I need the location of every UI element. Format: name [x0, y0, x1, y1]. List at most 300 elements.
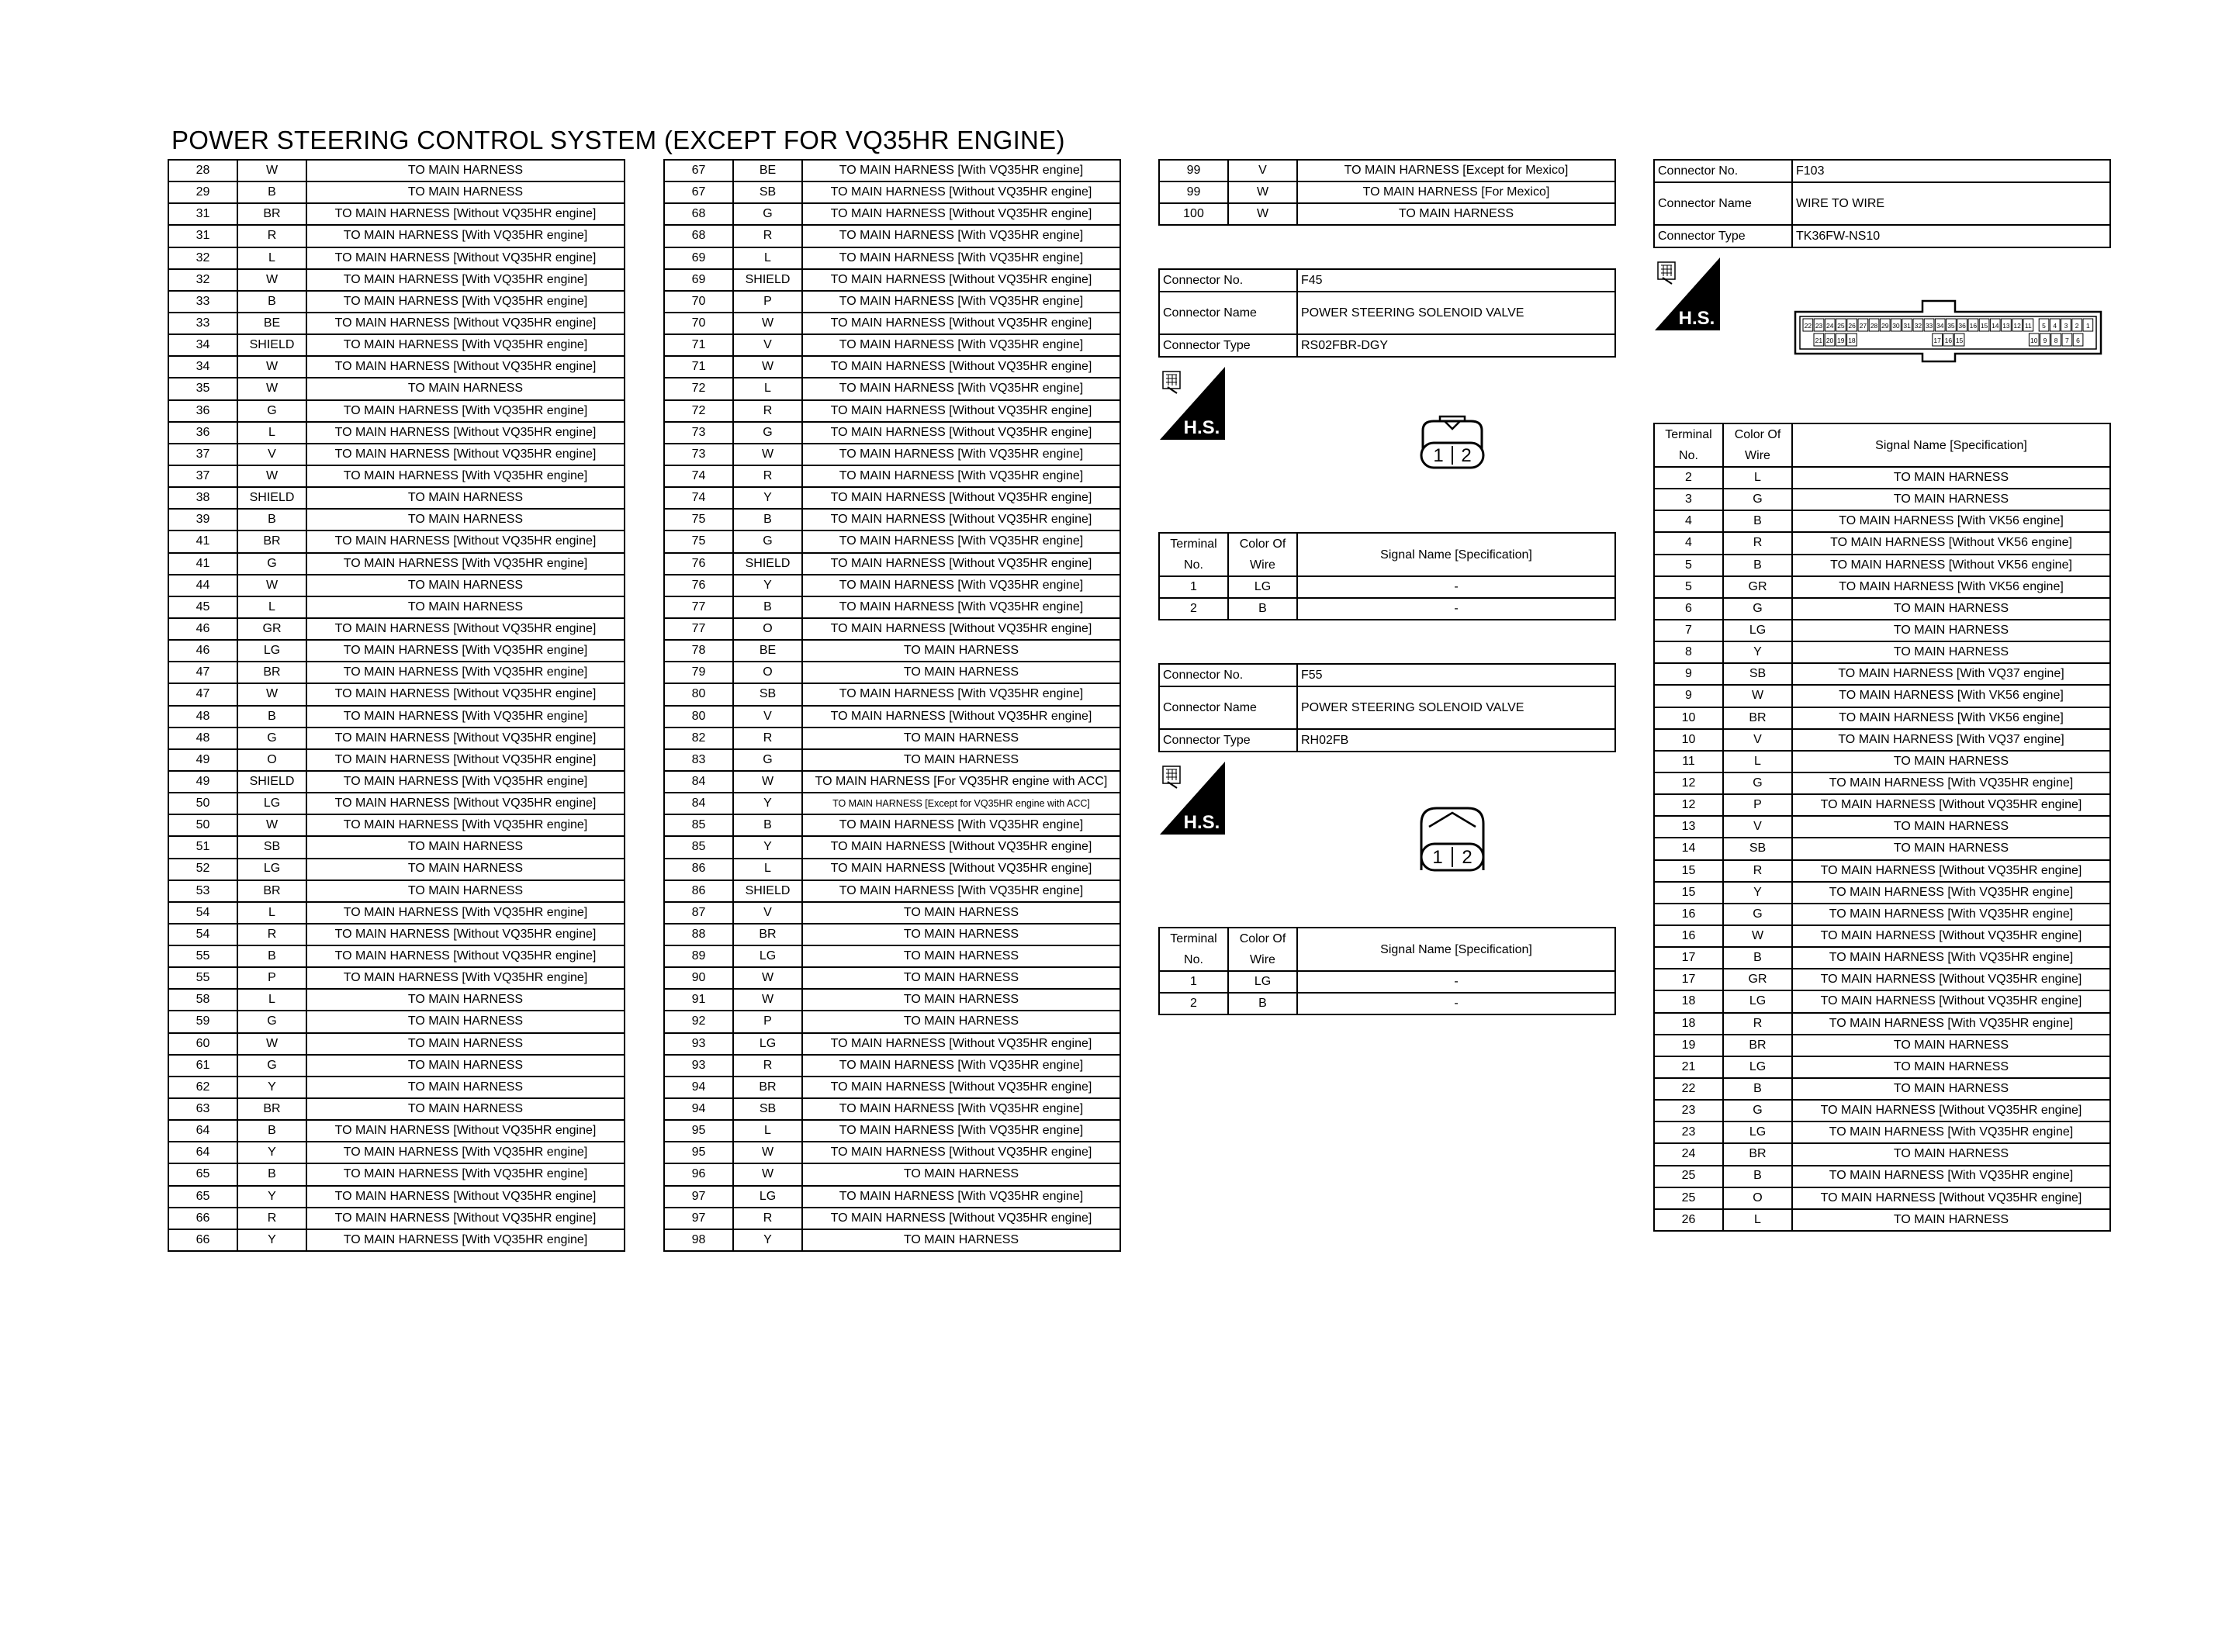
terminal-no-cell: 69 — [664, 269, 733, 291]
wire-color-cell: L — [733, 247, 802, 269]
terminal-no-cell: 91 — [664, 989, 733, 1011]
svg-text:2: 2 — [1462, 847, 1472, 868]
signal-name-cell: TO MAIN HARNESS [Except for VQ35HR engine with ACC] — [802, 793, 1120, 814]
signal-name-cell: TO MAIN HARNESS [With VQ35HR engine] — [802, 1186, 1120, 1208]
table-row — [664, 181, 1120, 203]
terminal-no-cell: 48 — [168, 728, 237, 749]
table-row — [664, 313, 1120, 334]
table-row — [1654, 489, 2110, 510]
signal-name-cell: TO MAIN HARNESS [With VK56 engine] — [1792, 576, 2110, 598]
pinout-table-2-body — [664, 160, 1120, 1251]
wire-color-cell: LG — [1723, 1056, 1792, 1078]
connector-type-value: RH02FB — [1297, 729, 1615, 752]
signal-name-cell: TO MAIN HARNESS [With VQ35HR engine] — [1792, 772, 2110, 794]
signal-name-cell: TO MAIN HARNESS — [802, 902, 1120, 924]
wire-color-cell: B — [237, 1163, 306, 1185]
terminal-no-cell: 39 — [168, 509, 237, 531]
signal-name-cell: TO MAIN HARNESS [With VQ37 engine] — [1792, 663, 2110, 685]
table-row — [664, 531, 1120, 552]
signal-name-cell: TO MAIN HARNESS [Without VQ35HR engine] — [802, 400, 1120, 422]
wire-color-cell: BE — [237, 313, 306, 334]
table-row — [168, 444, 625, 465]
signal-name-cell: TO MAIN HARNESS — [802, 1163, 1120, 1185]
terminal-no-cell: 92 — [664, 1011, 733, 1032]
wire-color-cell: V — [1228, 160, 1297, 181]
signal-name-cell: TO MAIN HARNESS — [306, 1011, 625, 1032]
wire-color-cell: SB — [733, 1098, 802, 1120]
table-row — [664, 1229, 1120, 1251]
table-row — [1159, 160, 1615, 181]
wire-color-cell: G — [237, 400, 306, 422]
wire-color-cell: BE — [733, 640, 802, 662]
signal-name-cell: TO MAIN HARNESS — [1792, 489, 2110, 510]
signal-name-cell: TO MAIN HARNESS [With VQ35HR engine] — [1792, 1166, 2110, 1187]
terminal-no-cell: 61 — [168, 1055, 237, 1077]
table-row — [664, 1098, 1120, 1120]
pin-number-label: 16 — [1944, 337, 1953, 344]
signal-name-cell: TO MAIN HARNESS [Without VQ35HR engine] — [802, 1033, 1120, 1055]
pin-number-label: 3 — [2064, 322, 2068, 330]
signal-name-cell: TO MAIN HARNESS [With VK56 engine] — [1792, 510, 2110, 532]
table-row — [664, 683, 1120, 705]
table-row — [1654, 816, 2110, 838]
wire-color-cell: B — [1723, 1166, 1792, 1187]
wire-color-cell: R — [733, 1208, 802, 1229]
wire-color-cell: LG — [237, 859, 306, 880]
signal-name-cell: TO MAIN HARNESS [With VQ35HR engine] — [306, 225, 625, 247]
svg-text:2: 2 — [1461, 445, 1472, 466]
table-row — [1654, 794, 2110, 816]
signal-name-cell: TO MAIN HARNESS [Without VQ35HR engine] — [802, 859, 1120, 880]
table-row — [168, 269, 625, 291]
wire-color-cell: G — [1723, 489, 1792, 510]
wire-color-cell: B — [1228, 598, 1297, 620]
terminal-no-cell: 76 — [664, 575, 733, 596]
terminal-no-cell: 34 — [168, 334, 237, 356]
wire-color-cell: G — [237, 1055, 306, 1077]
signal-name-cell: TO MAIN HARNESS [With VQ35HR engine] — [802, 465, 1120, 487]
signal-name-cell: TO MAIN HARNESS [With VQ35HR engine] — [802, 596, 1120, 618]
table-row — [1159, 598, 1615, 620]
wire-color-cell: W — [733, 356, 802, 378]
table-row — [664, 706, 1120, 728]
terminal-no-cell: 8 — [1654, 641, 1723, 663]
terminal-no-cell: 75 — [664, 531, 733, 552]
table-row — [664, 749, 1120, 771]
terminal-no-cell: 28 — [168, 160, 237, 181]
table-row — [1654, 1035, 2110, 1056]
pin-number-label: 2 — [2075, 322, 2079, 330]
table-row — [664, 945, 1120, 967]
wire-color-cell: P — [733, 291, 802, 313]
terminal-no-cell: 38 — [168, 487, 237, 509]
wire-color-cell: Y — [1723, 882, 1792, 904]
wire-color-cell: BR — [1723, 1143, 1792, 1165]
table-row — [168, 422, 625, 444]
table-row — [664, 902, 1120, 924]
table-row — [1654, 1100, 2110, 1121]
terminal-no-cell: 7 — [1654, 620, 1723, 641]
table-row — [664, 1142, 1120, 1163]
terminal-no-cell: 71 — [664, 334, 733, 356]
signal-name-cell: TO MAIN HARNESS [With VQ35HR engine] — [802, 334, 1120, 356]
pin-number-label: 23 — [1815, 322, 1823, 330]
terminal-no-cell: 49 — [168, 771, 237, 793]
wire-color-cell: Y — [733, 487, 802, 509]
signal-name-cell: TO MAIN HARNESS — [1792, 467, 2110, 489]
terminal-no-cell: 25 — [1654, 1166, 1723, 1187]
terminal-no-cell: 72 — [664, 400, 733, 422]
table-row — [1654, 598, 2110, 620]
table-row — [1654, 532, 2110, 554]
terminal-no-cell: 77 — [664, 618, 733, 640]
table-row — [664, 640, 1120, 662]
signal-name-cell: TO MAIN HARNESS — [1792, 641, 2110, 663]
signal-name-cell: TO MAIN HARNESS [Without VQ35HR engine] — [306, 749, 625, 771]
table-row — [664, 487, 1120, 509]
wire-color-cell: LG — [733, 1186, 802, 1208]
terminal-no-cell: 90 — [664, 967, 733, 989]
wire-color-cell: G — [1723, 904, 1792, 925]
terminal-no-cell: 5 — [1654, 555, 1723, 576]
wire-color-cell: P — [237, 967, 306, 989]
terminal-no-cell: 94 — [664, 1098, 733, 1120]
table-row — [1159, 203, 1615, 225]
signal-name-cell: TO MAIN HARNESS [With VQ35HR engine] — [1792, 1121, 2110, 1143]
pin-number-label: 5 — [2042, 322, 2046, 330]
table-row — [168, 1055, 625, 1077]
signal-name-cell: TO MAIN HARNESS [Without VQ35HR engine] — [802, 422, 1120, 444]
f103-terminal-table — [1653, 423, 2111, 1232]
table-row — [168, 662, 625, 683]
signal-name-cell: TO MAIN HARNESS [With VQ35HR engine] — [802, 247, 1120, 269]
terminal-no-cell: 9 — [1654, 685, 1723, 707]
svg-text:H.S.: H.S. — [1183, 812, 1220, 833]
table-row — [1654, 663, 2110, 685]
terminal-no-cell: 2 — [1654, 467, 1723, 489]
wire-color-cell: SHIELD — [237, 334, 306, 356]
terminal-no-cell: 23 — [1654, 1100, 1723, 1121]
table-row — [168, 1208, 625, 1229]
terminal-no-cell: 88 — [664, 924, 733, 945]
terminal-no-header: Terminal No. — [1159, 928, 1228, 971]
wire-color-cell: L — [237, 247, 306, 269]
table-row — [1654, 772, 2110, 794]
pin-number-label: 33 — [1925, 322, 1933, 330]
connector-no-label: Connector No. — [1159, 269, 1297, 292]
wire-color-cell: W — [237, 378, 306, 399]
pin-number-label: 29 — [1881, 322, 1889, 330]
wire-color-cell: Y — [237, 1229, 306, 1251]
signal-name-cell: TO MAIN HARNESS [With VQ37 engine] — [1792, 729, 2110, 751]
terminal-no-cell: 66 — [168, 1229, 237, 1251]
harness-side-icon — [1655, 257, 1720, 330]
table-row — [664, 814, 1120, 836]
terminal-no-cell: 47 — [168, 683, 237, 705]
signal-name-cell: TO MAIN HARNESS — [802, 1011, 1120, 1032]
terminal-no-cell: 24 — [1654, 1143, 1723, 1165]
signal-header: Signal Name [Specification] — [1297, 533, 1615, 576]
signal-name-cell: TO MAIN HARNESS [With VQ35HR engine] — [802, 225, 1120, 247]
pin-number-label: 24 — [1826, 322, 1834, 330]
pin-number-label: 30 — [1892, 322, 1900, 330]
terminal-no-cell: 59 — [168, 1011, 237, 1032]
terminal-no-cell: 41 — [168, 553, 237, 575]
terminal-no-cell: 55 — [168, 967, 237, 989]
table-row — [664, 422, 1120, 444]
wire-color-cell: Y — [733, 575, 802, 596]
table-row — [168, 640, 625, 662]
pin-number-label: 35 — [1947, 322, 1955, 330]
terminal-no-cell: 9 — [1654, 663, 1723, 685]
svg-text:H.S.: H.S. — [1678, 308, 1715, 329]
table-row — [1654, 729, 2110, 751]
table-row — [168, 989, 625, 1011]
wire-color-cell: G — [1723, 1100, 1792, 1121]
harness-side-icon — [1160, 367, 1225, 440]
wire-color-cell: BR — [237, 662, 306, 683]
terminal-no-cell: 44 — [168, 575, 237, 596]
terminal-no-cell: 45 — [168, 596, 237, 618]
connector-name-label: Connector Name — [1159, 686, 1297, 729]
terminal-no-cell: 74 — [664, 465, 733, 487]
signal-name-cell: TO MAIN HARNESS [With VQ35HR engine] — [802, 814, 1120, 836]
pin-number-label: 28 — [1870, 322, 1878, 330]
signal-name-cell: TO MAIN HARNESS — [306, 989, 625, 1011]
terminal-no-cell: 49 — [168, 749, 237, 771]
table-row — [168, 356, 625, 378]
color-header: Color Of Wire — [1228, 928, 1297, 971]
wire-color-cell: Y — [733, 1229, 802, 1251]
table-row — [664, 793, 1120, 814]
wire-color-cell: W — [237, 269, 306, 291]
pinout-table-1-body — [168, 160, 625, 1251]
signal-name-cell: TO MAIN HARNESS [With VQ35HR engine] — [1792, 1013, 2110, 1035]
terminal-no-cell: 23 — [1654, 1121, 1723, 1143]
signal-name-cell: TO MAIN HARNESS [With VQ35HR engine] — [802, 160, 1120, 181]
terminal-no-cell: 63 — [168, 1098, 237, 1120]
svg-text:1: 1 — [1433, 445, 1444, 466]
terminal-no-cell: 22 — [1654, 1078, 1723, 1100]
terminal-no-cell: 67 — [664, 181, 733, 203]
wire-color-cell: BR — [237, 880, 306, 902]
signal-name-cell: TO MAIN HARNESS [With VK56 engine] — [1792, 685, 2110, 707]
pin-number-label: 4 — [2053, 322, 2057, 330]
pin-number-label: 10 — [2030, 337, 2038, 344]
connector-type-label: Connector Type — [1159, 334, 1297, 357]
table-row — [1159, 971, 1615, 993]
wire-color-cell: SB — [1723, 663, 1792, 685]
table-row — [168, 749, 625, 771]
signal-name-cell: TO MAIN HARNESS [Without VQ35HR engine] — [802, 181, 1120, 203]
table-row — [664, 989, 1120, 1011]
table-row — [168, 1229, 625, 1251]
signal-name-cell: - — [1297, 576, 1615, 598]
terminal-no-cell: 35 — [168, 378, 237, 399]
terminal-no-cell: 14 — [1654, 838, 1723, 859]
wire-color-cell: B — [237, 1120, 306, 1142]
wire-color-cell: BR — [733, 924, 802, 945]
terminal-no-cell: 68 — [664, 203, 733, 225]
signal-name-cell: TO MAIN HARNESS [Without VQ35HR engine] — [1792, 1100, 2110, 1121]
table-row — [1654, 1209, 2110, 1231]
pin-number-label: 20 — [1825, 337, 1834, 344]
terminal-no-cell: 97 — [664, 1208, 733, 1229]
table-row — [1654, 510, 2110, 532]
signal-name-cell: TO MAIN HARNESS [Without VQ35HR engine] — [306, 793, 625, 814]
terminal-no-cell: 98 — [664, 1229, 733, 1251]
signal-name-cell: TO MAIN HARNESS [Without VQ35HR engine] — [802, 356, 1120, 378]
signal-name-cell: TO MAIN HARNESS [With VQ35HR engine] — [306, 1163, 625, 1185]
f103-pin-row-bottom — [1814, 334, 2083, 346]
signal-name-cell: - — [1297, 993, 1615, 1014]
wire-color-cell: R — [733, 225, 802, 247]
table-row — [168, 836, 625, 858]
wire-color-cell: SHIELD — [733, 269, 802, 291]
wire-color-cell: W — [733, 444, 802, 465]
signal-name-cell: TO MAIN HARNESS — [802, 749, 1120, 771]
pin-number-label: 12 — [2013, 322, 2021, 330]
signal-name-cell: TO MAIN HARNESS [Without VK56 engine] — [1792, 532, 2110, 554]
wire-color-cell: B — [1723, 1078, 1792, 1100]
wire-color-cell: Y — [237, 1077, 306, 1098]
wire-color-cell: LG — [1723, 620, 1792, 641]
signal-name-cell: TO MAIN HARNESS [Without VQ35HR engine] — [306, 531, 625, 552]
connector-name-label: Connector Name — [1159, 292, 1297, 334]
connector-type-label: Connector Type — [1159, 729, 1297, 752]
wire-color-cell: Y — [733, 793, 802, 814]
table-row — [664, 836, 1120, 858]
wire-color-cell: W — [237, 575, 306, 596]
signal-name-cell: TO MAIN HARNESS [With VQ35HR engine] — [306, 902, 625, 924]
table-row — [664, 859, 1120, 880]
terminal-no-cell: 2 — [1159, 598, 1228, 620]
pin-number-label: 8 — [2054, 337, 2058, 344]
table-row — [1654, 1143, 2110, 1165]
pin-number-label: 25 — [1837, 322, 1845, 330]
wire-color-cell: R — [1723, 532, 1792, 554]
pin-number-label: 11 — [2024, 322, 2032, 330]
signal-name-cell: TO MAIN HARNESS [With VQ35HR engine] — [306, 814, 625, 836]
wire-color-cell: GR — [1723, 576, 1792, 598]
terminal-no-header: Terminal No. — [1159, 533, 1228, 576]
table-row — [1159, 993, 1615, 1014]
signal-name-cell: TO MAIN HARNESS — [1297, 203, 1615, 225]
terminal-no-cell: 13 — [1654, 816, 1723, 838]
signal-name-cell: TO MAIN HARNESS [Without VQ35HR engine] — [1792, 860, 2110, 882]
table-row — [664, 924, 1120, 945]
signal-name-cell: TO MAIN HARNESS [With VQ35HR engine] — [802, 444, 1120, 465]
table-row — [168, 793, 625, 814]
table-row — [664, 596, 1120, 618]
pin-number-label: 18 — [1848, 337, 1856, 344]
connector-no-value: F45 — [1297, 269, 1615, 292]
table-row — [168, 618, 625, 640]
terminal-no-cell: 17 — [1654, 969, 1723, 990]
signal-name-cell: TO MAIN HARNESS [With VQ35HR engine] — [802, 575, 1120, 596]
table-row — [664, 880, 1120, 902]
signal-name-cell: TO MAIN HARNESS [With VQ35HR engine] — [306, 1142, 625, 1163]
terminal-no-cell: 69 — [664, 247, 733, 269]
wire-color-cell: W — [733, 967, 802, 989]
table-row — [168, 378, 625, 399]
table-row — [168, 400, 625, 422]
table-row — [1654, 751, 2110, 772]
terminal-no-cell: 46 — [168, 618, 237, 640]
wire-color-cell: G — [237, 1011, 306, 1032]
terminal-no-cell: 5 — [1654, 576, 1723, 598]
terminal-no-cell: 21 — [1654, 1056, 1723, 1078]
table-row — [664, 1033, 1120, 1055]
signal-name-cell: TO MAIN HARNESS [With VQ35HR engine] — [802, 531, 1120, 552]
signal-name-cell: TO MAIN HARNESS [Without VQ35HR engine] — [802, 313, 1120, 334]
wire-color-cell: SB — [1723, 838, 1792, 859]
wire-color-cell: B — [237, 509, 306, 531]
terminal-no-cell: 89 — [664, 945, 733, 967]
signal-name-cell: TO MAIN HARNESS [Without VQ35HR engine] — [306, 683, 625, 705]
table-row — [168, 334, 625, 356]
signal-name-cell: TO MAIN HARNESS [With VQ35HR engine] — [802, 1055, 1120, 1077]
terminal-no-cell: 85 — [664, 814, 733, 836]
terminal-no-cell: 50 — [168, 793, 237, 814]
table-row — [664, 378, 1120, 399]
terminal-no-cell: 80 — [664, 706, 733, 728]
wire-color-cell: G — [733, 203, 802, 225]
table-row — [1654, 925, 2110, 947]
table-row — [1654, 467, 2110, 489]
terminal-no-cell: 54 — [168, 924, 237, 945]
terminal-no-cell: 70 — [664, 291, 733, 313]
table-row — [168, 313, 625, 334]
wire-color-cell: R — [1723, 860, 1792, 882]
table-row — [1654, 1013, 2110, 1035]
terminal-no-cell: 47 — [168, 662, 237, 683]
terminal-no-cell: 82 — [664, 728, 733, 749]
pin-number-label: 34 — [1936, 322, 1944, 330]
svg-text:1: 1 — [1432, 847, 1443, 868]
signal-name-cell: TO MAIN HARNESS [With VQ35HR engine] — [306, 334, 625, 356]
pin-number-label: 1 — [2085, 322, 2090, 330]
terminal-no-cell: 73 — [664, 422, 733, 444]
terminal-no-cell: 33 — [168, 291, 237, 313]
pin-number-label: 15 — [1955, 337, 1964, 344]
terminal-no-cell: 86 — [664, 859, 733, 880]
wire-color-cell: Y — [237, 1186, 306, 1208]
signal-name-cell: TO MAIN HARNESS [With VQ35HR engine] — [306, 706, 625, 728]
terminal-no-cell: 2 — [1159, 993, 1228, 1014]
terminal-no-cell: 67 — [664, 160, 733, 181]
connector-type-value: TK36FW-NS10 — [1792, 225, 2110, 247]
terminal-no-cell: 51 — [168, 836, 237, 858]
wire-color-cell: L — [733, 378, 802, 399]
signal-name-cell: TO MAIN HARNESS [With VQ35HR engine] — [306, 662, 625, 683]
table-row — [1159, 181, 1615, 203]
signal-header: Signal Name [Specification] — [1792, 423, 2110, 467]
signal-header: Signal Name [Specification] — [1297, 928, 1615, 971]
wire-color-cell: G — [237, 553, 306, 575]
signal-name-cell: TO MAIN HARNESS [With VQ35HR engine] — [306, 400, 625, 422]
color-header: Color Of Wire — [1228, 533, 1297, 576]
terminal-no-cell: 73 — [664, 444, 733, 465]
terminal-no-cell: 76 — [664, 553, 733, 575]
connector-no-value: F55 — [1297, 664, 1615, 686]
wire-color-cell: L — [1723, 751, 1792, 772]
wire-color-cell: BR — [1723, 707, 1792, 729]
wire-color-cell: BR — [1723, 1035, 1792, 1056]
connector-no-label: Connector No. — [1159, 664, 1297, 686]
wire-color-cell: SHIELD — [733, 553, 802, 575]
table-row — [168, 1033, 625, 1055]
